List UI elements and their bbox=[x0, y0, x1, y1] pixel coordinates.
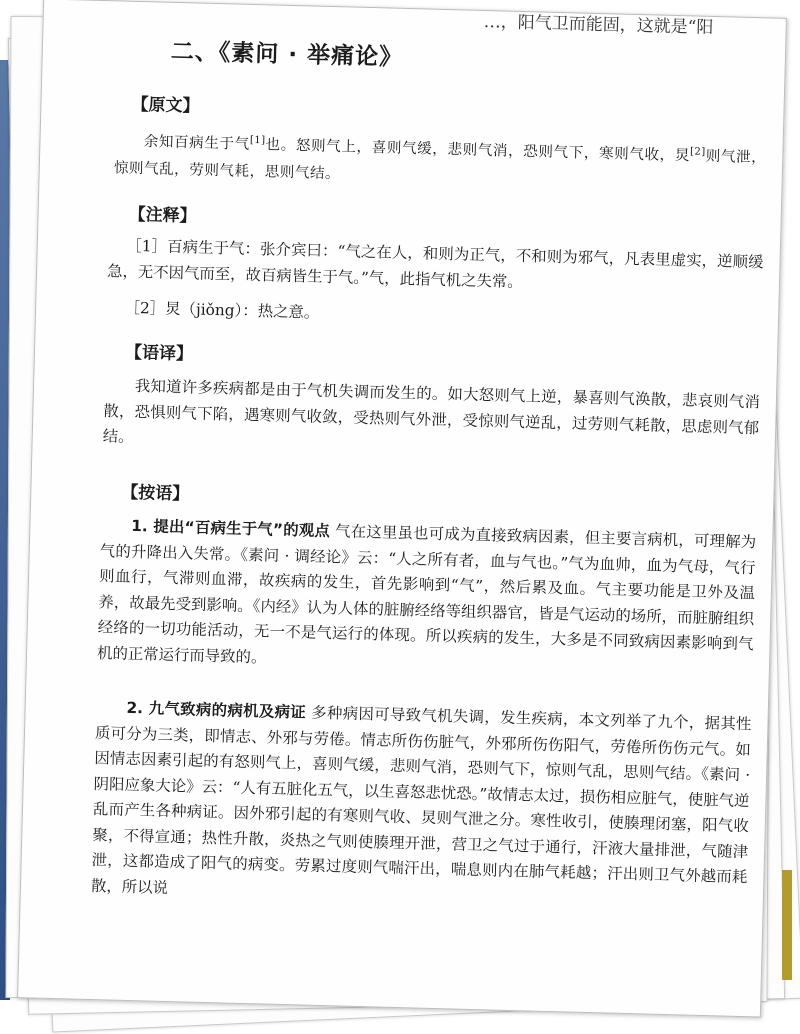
original-text-part: 余知百病生于气 bbox=[143, 132, 251, 153]
commentary-point-title: 1. 提出“百病生于气”的观点 bbox=[130, 516, 331, 541]
note-2: ［2］炅（jiǒng）：热之意。 bbox=[124, 298, 320, 322]
commentary-point-text: 气在这里虽也可成为直接致病因素，但主要言病机，可理解为气的升降出入失常。《素问 · 调经论》云：“人之所有者，血与气也。”气为血帅，血为气母，气行则血行，气滞则血滞，故疾病的发生，首先影响到“气”，然后累及血。气主要功能是卫外及温养，故最先受到影响。《内经》认为人体的脏腑经络等组织器官，皆是气运动的场所，而脏腑组织经络的一切功能活动，无一不是气运行的体现。所以疾病的发生，大多是不同致病因素影响到气机的正常运行而导致的。 bbox=[96, 522, 757, 666]
section-heading-original: 【原文】 bbox=[131, 94, 200, 117]
note-1: ［1］百病生于气：张介宾曰：“气之在人，和则为正气，不和则为邪气，凡表里虚实，逆顺缓急，无不因气而至，故百病皆生于气。”气，此指气机之失常。 bbox=[106, 236, 764, 291]
commentary-point-1 bbox=[97, 513, 757, 683]
original-text-part: 也。怒则气上，喜则气缓，悲则气消，恐则气下，寒则气收，炅 bbox=[265, 136, 691, 165]
section-heading-translation: 【语译】 bbox=[124, 342, 194, 365]
original-text bbox=[113, 123, 766, 198]
footnote-ref: [2] bbox=[689, 146, 706, 158]
translation-text: 我知道许多疾病都是由于气机失调而发生的。如大怒则气上逆，暴喜则气涣散，悲哀则气消散，恐惧则气下陷，遇寒则气收敛，受热则气外泄，受惊则气逆乱，过劳则气耗散，思虑则气郁结。 bbox=[102, 376, 761, 446]
commentary-point-text: 多种病因可导致气机失调，发生疾病，本文列举了九个，据其性质可分为三类，即情志、外邪与劳倦。情志所伤伤脏气，外邪所伤伤阳气，劳倦所伤伤元气。如因情志因素引起的有怒则气上，喜则气缓，悲则气消，恐则气下，惊则气乱，思则气结。《素问 · 阴阳应象大论》云：“人有五脏化五气，以生喜怒悲忧恐。”故情志太过，损伤相应脏气，使脏气逆乱而产生各种病证。因外邪引起的有寒则气收、炅则气泄之分。寒性收引，使腠理闭塞，阳气收聚，不得宣通；热性升散，炎热之气则使腠理开泄，营卫之气过于通行，汗液大量排泄，气随津泄，这都造成了阳气的病变。劳累过度则气喘汗出，喘息则内在肺气耗越；汗出则卫气外越而耗散，所以说 bbox=[90, 703, 752, 897]
section-heading-notes: 【注释】 bbox=[128, 204, 197, 227]
section-heading-commentary: 【按语】 bbox=[121, 482, 190, 505]
commentary-point-title: 2. 九气致病的病机及病证 bbox=[126, 698, 307, 722]
book-cover-edge bbox=[782, 870, 792, 980]
original-text-part: 则气泄，惊则气乱，劳则气耗，思则气结。 bbox=[113, 147, 767, 183]
previous-page-fragment: …，阳气卫而能固，这就是“阳 bbox=[483, 11, 714, 38]
document-page bbox=[17, 0, 787, 1018]
commentary-point-2 bbox=[91, 695, 752, 916]
page-title: 二、《素问 · 举痛论》 bbox=[170, 38, 404, 71]
footnote-ref: [1] bbox=[249, 134, 266, 147]
